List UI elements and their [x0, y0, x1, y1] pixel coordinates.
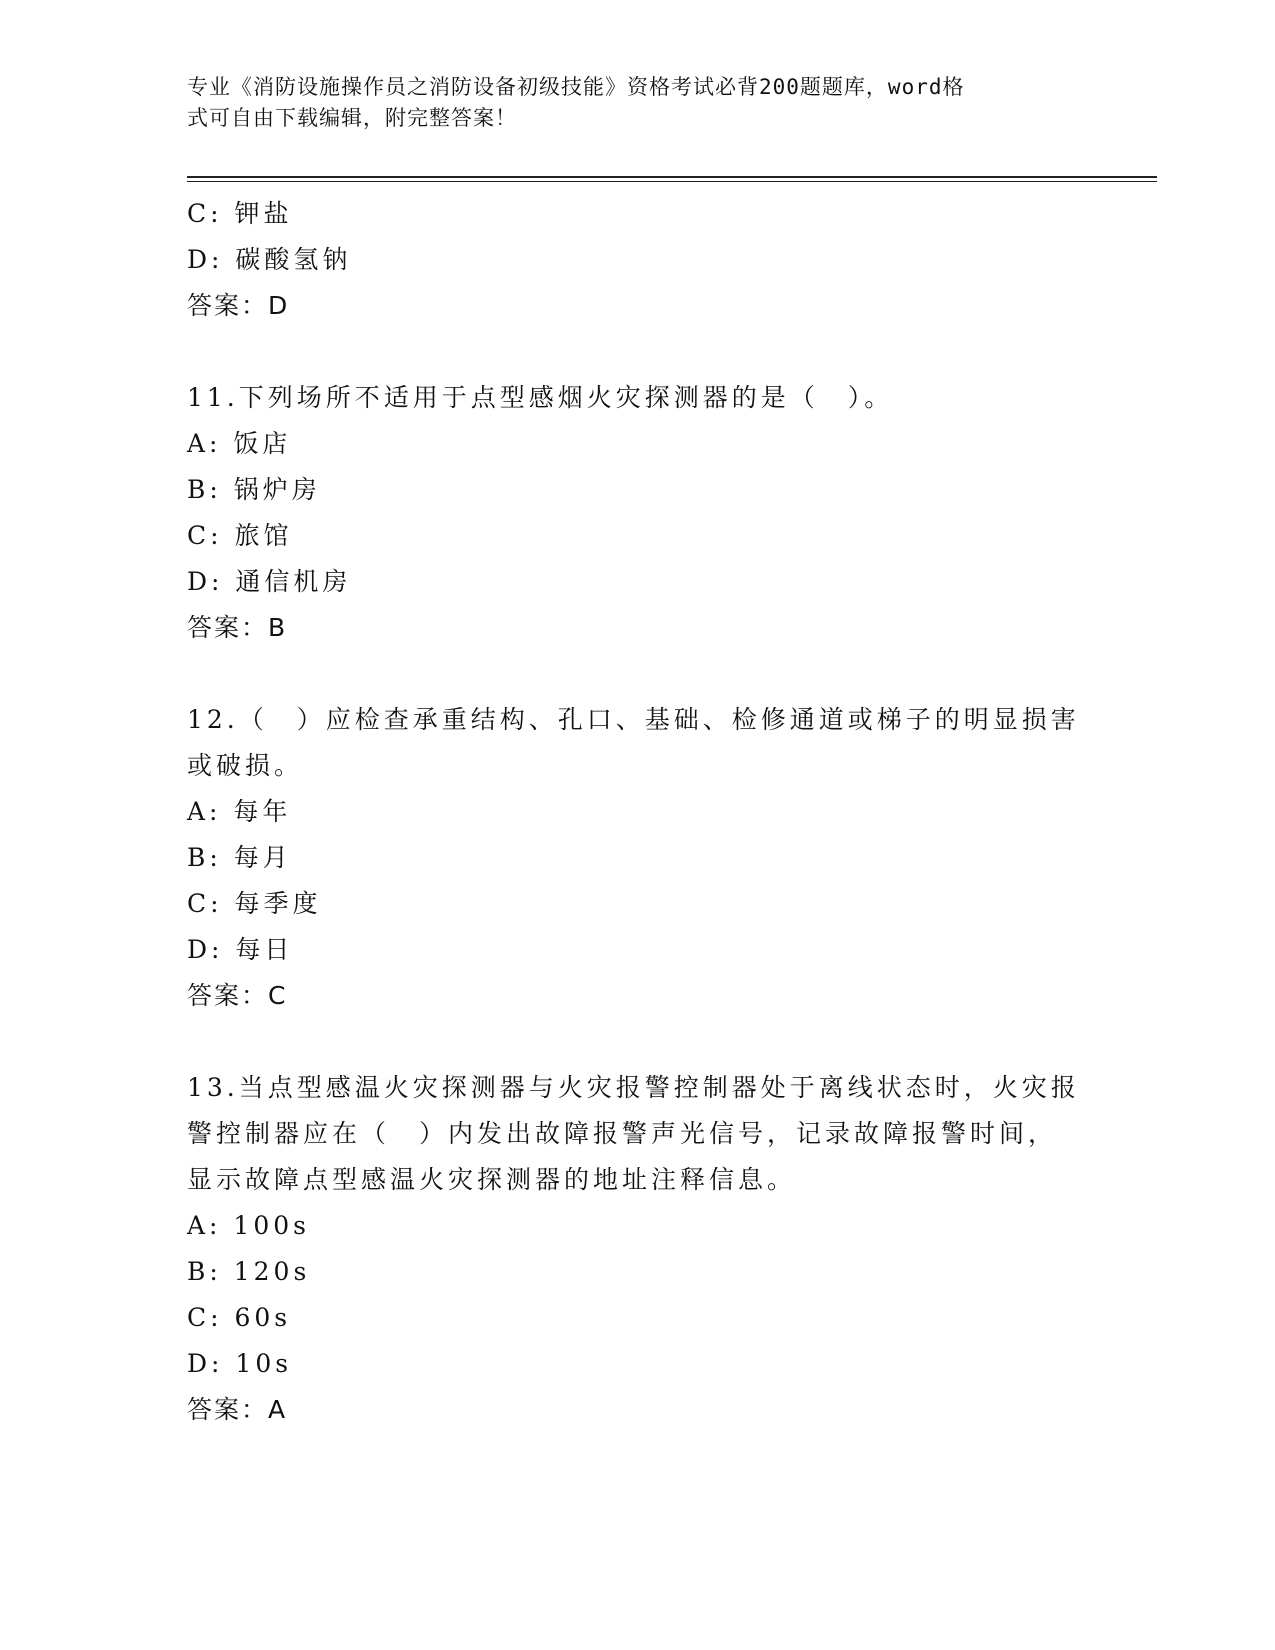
question-stem-cont: 显示故障点型感温火灾探测器的地址注释信息。 — [187, 1165, 797, 1194]
header-line-2: 式可自由下载编辑，附完整答案！ — [187, 106, 517, 130]
option-a: A: 100s — [187, 1211, 310, 1240]
option-b: B: 锅炉房 — [187, 475, 321, 504]
option-d: D: 碳酸氢钠 — [187, 245, 352, 274]
question-13 — [187, 1065, 1087, 1433]
option-c: C: 60s — [187, 1303, 292, 1332]
header-divider — [187, 176, 1157, 182]
question-12 — [187, 697, 1087, 1019]
option-a: A: 饭店 — [187, 429, 292, 458]
header-line-1: 专业《消防设施操作员之消防设备初级技能》资格考试必背200题题库，word格 — [187, 75, 965, 99]
option-c: C: 每季度 — [187, 889, 322, 918]
answer-line: 答案：B — [187, 613, 288, 642]
question-stem-cont: 或破损。 — [187, 751, 304, 780]
answer-line: 答案：C — [187, 981, 288, 1010]
question-stem: 13.当点型感温火灾探测器与火灾报警控制器处于离线状态时，火灾报 — [187, 1073, 1080, 1102]
answer-line: 答案：D — [187, 291, 290, 320]
option-b: B: 每月 — [187, 843, 292, 872]
question-stem: 11.下列场所不适用于点型感烟火灾探测器的是（ ）。 — [187, 383, 894, 412]
option-b: B: 120s — [187, 1257, 311, 1286]
option-c: C: 旅馆 — [187, 521, 293, 550]
question-11 — [187, 375, 1087, 651]
document-header — [187, 72, 1067, 134]
option-a: A: 每年 — [187, 797, 292, 826]
answer-line: 答案：A — [187, 1395, 288, 1424]
option-d: D: 每日 — [187, 935, 294, 964]
prev-question — [187, 191, 1087, 329]
option-c: C: 钾盐 — [187, 199, 293, 228]
question-stem: 12.（ ）应检查承重结构、孔口、基础、检修通道或梯子的明显损害 — [187, 705, 1080, 734]
option-d: D: 通信机房 — [187, 567, 352, 596]
question-list — [187, 191, 1087, 1433]
option-d: D: 10s — [187, 1349, 293, 1378]
question-stem-cont: 警控制器应在（ ）内发出故障报警声光信号，记录故障报警时间， — [187, 1119, 1058, 1148]
